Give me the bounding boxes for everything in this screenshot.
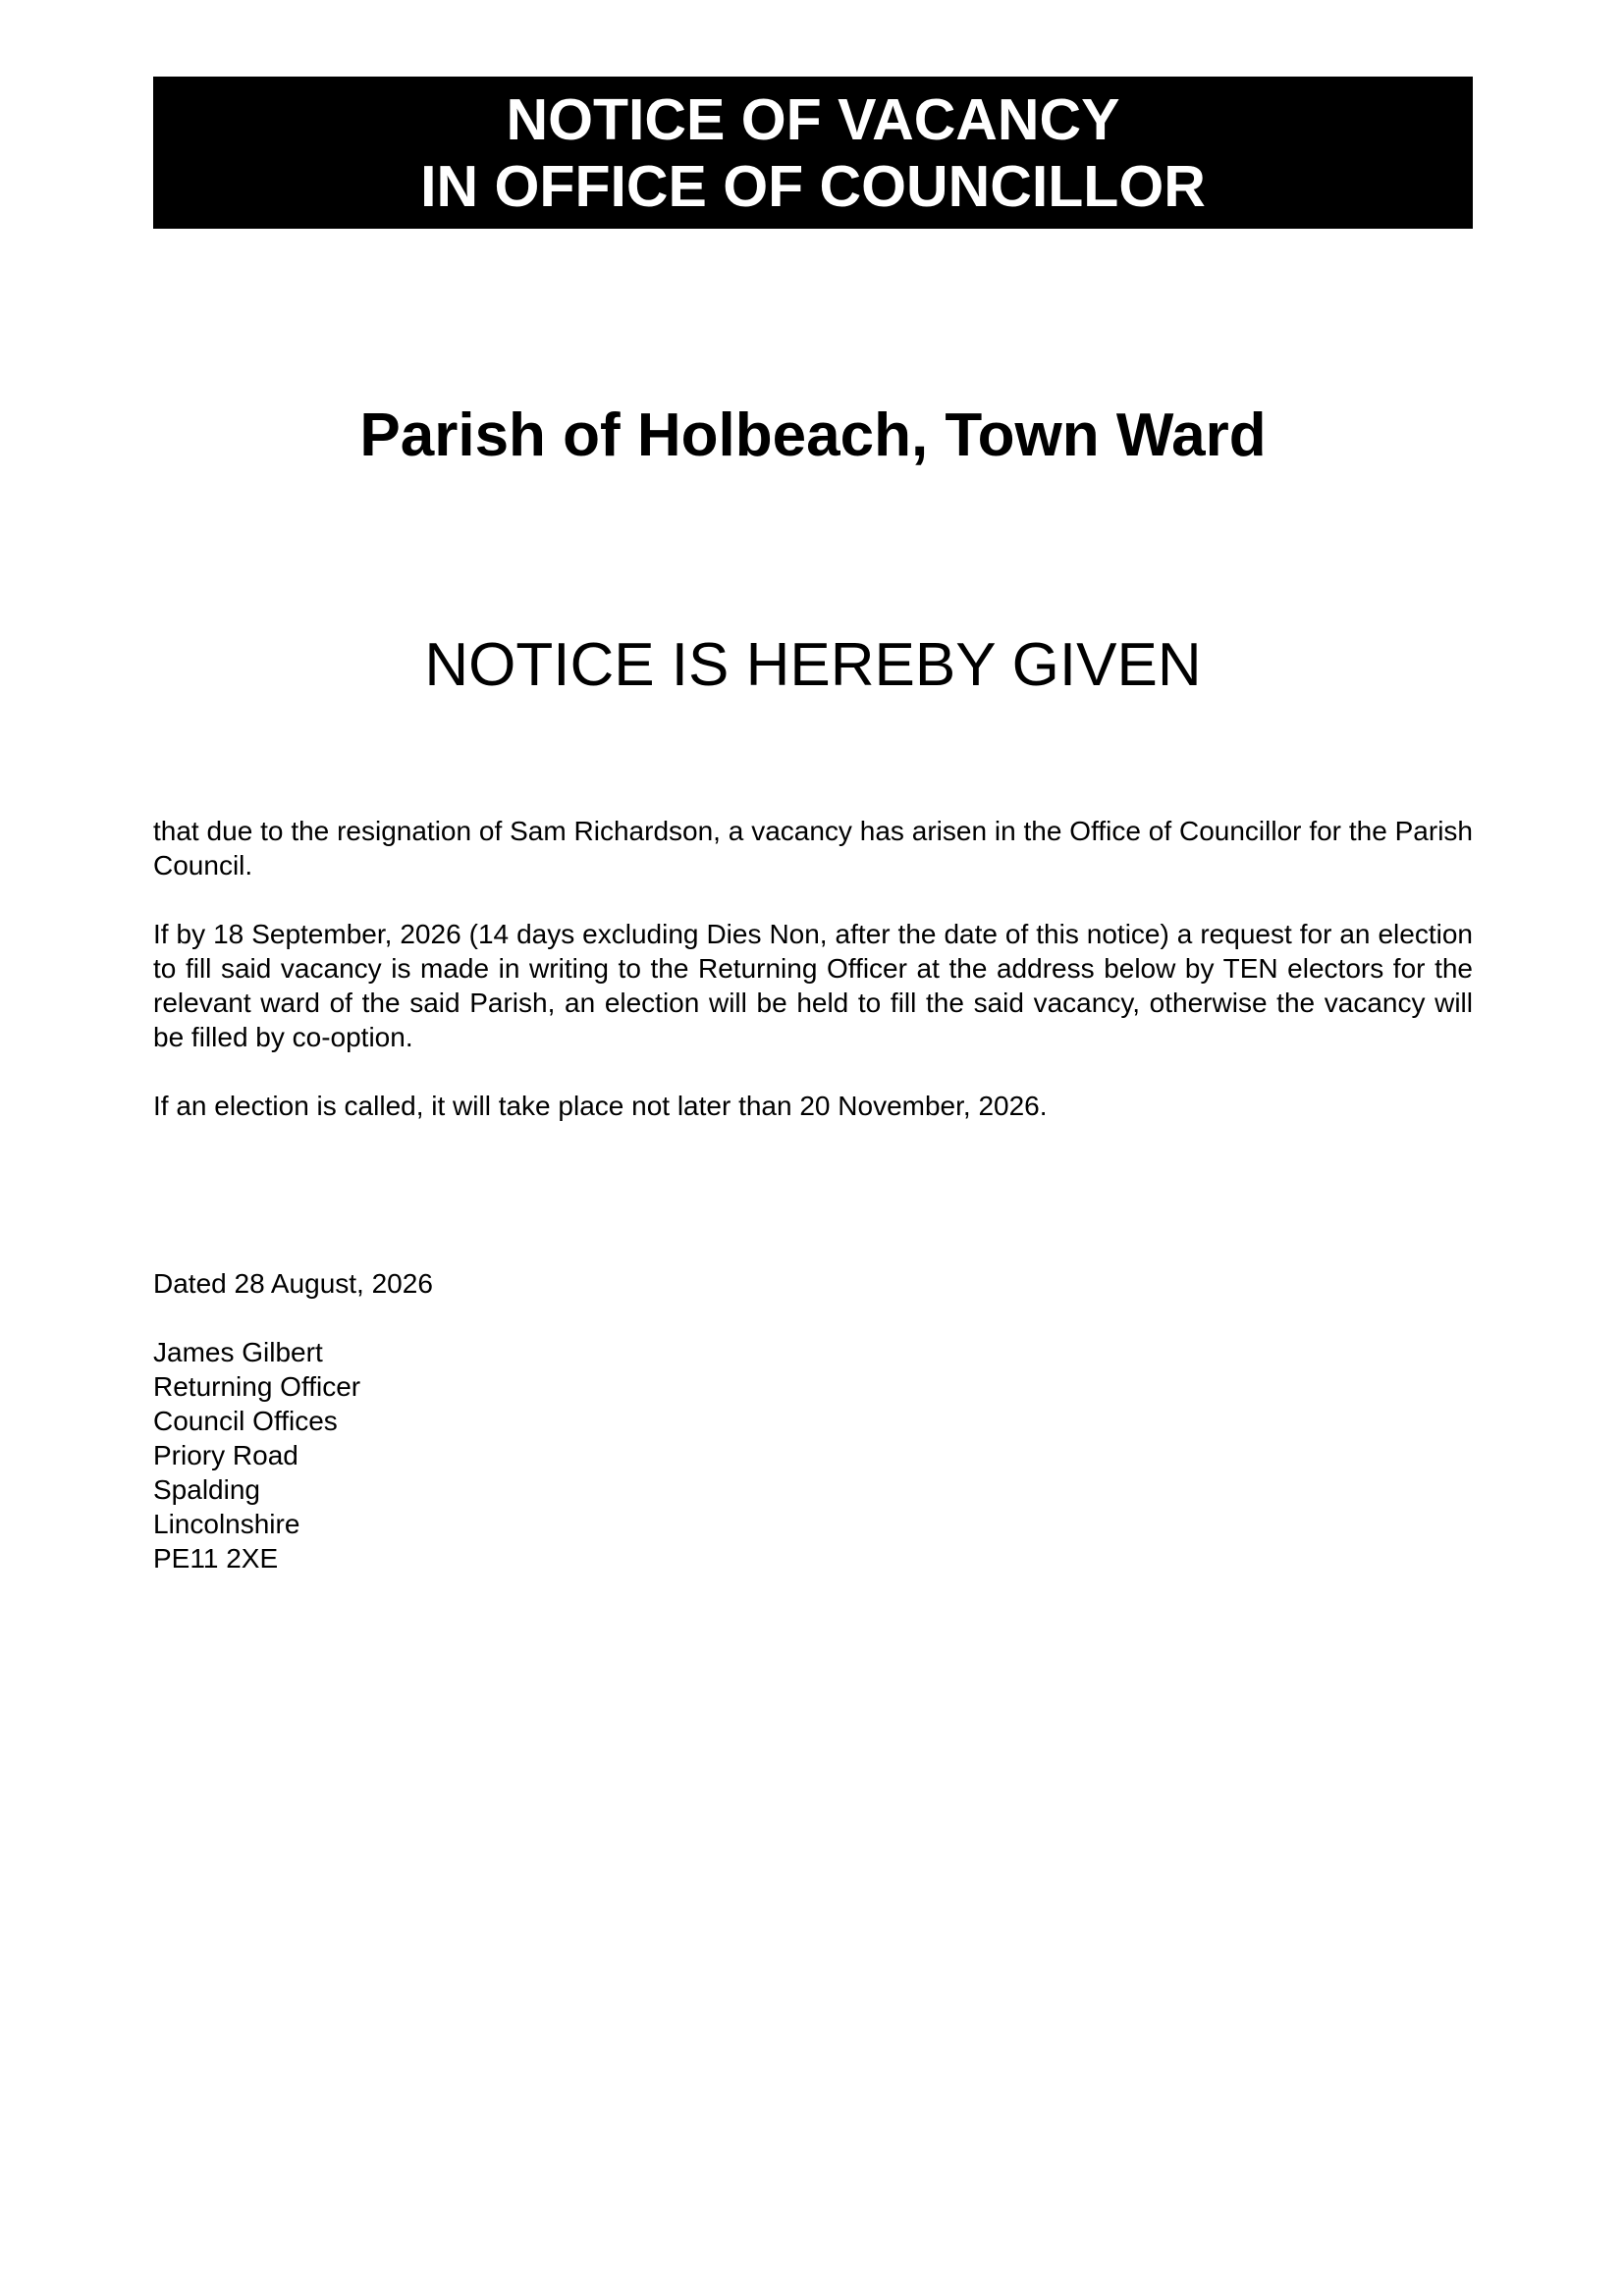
election-request-paragraph: If by 18 September, 2026 (14 days excluding Dies Non, after the date of this notice) a request for an election to fill said vacancy is made in writing to the Returning Officer at the address below by TEN electors for the relevant ward of the said Parish, an election will be held to fill the said vacancy, otherwise the vacancy will be filled by co-option. [153,919,1473,1052]
signatory-title: Returning Officer [153,1371,361,1402]
notice-date: Dated 28 August, 2026 [153,1268,433,1299]
election-date-paragraph: If an election is called, it will take place not later than 20 November, 2026. [153,1091,1048,1121]
address-postcode: PE11 2XE [153,1543,279,1574]
signatory-block [153,1335,1473,1575]
banner-title-line-1: NOTICE OF VACANCY [506,86,1120,152]
notice-given-heading: NOTICE IS HEREBY GIVEN [424,631,1202,699]
parish-heading: Parish of Holbeach, Town Ward [359,401,1267,469]
address-line: Spalding [153,1474,260,1505]
title-banner [153,77,1473,229]
resignation-paragraph: that due to the resignation of Sam Richardson, a vacancy has arisen in the Office of Councillor for the Parish Council. [153,816,1473,881]
notice-body [153,814,1473,1157]
address-line: Lincolnshire [153,1509,300,1539]
address-line: Council Offices [153,1406,338,1436]
signatory-name: James Gilbert [153,1337,323,1367]
banner-title-line-2: IN OFFICE OF COUNCILLOR [420,153,1206,219]
notice-page [153,77,1473,1574]
address-line: Priory Road [153,1440,298,1470]
